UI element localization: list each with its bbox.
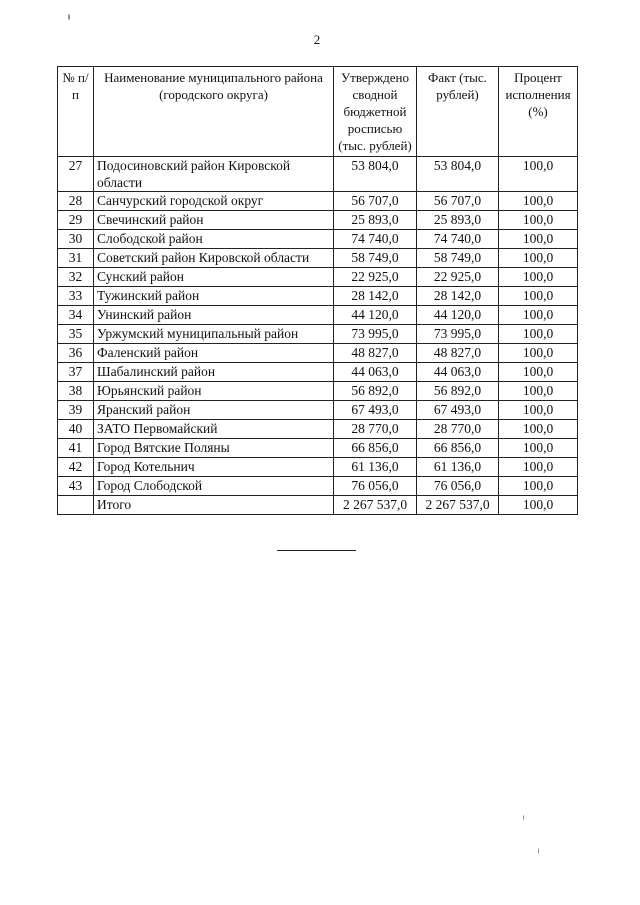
- table-row: [58, 382, 578, 401]
- closing-rule: [277, 550, 356, 551]
- fact-amount: 22 925,0: [417, 268, 499, 287]
- page-number: 2: [313, 32, 321, 47]
- percent-executed: 100,0: [499, 325, 578, 344]
- total-fact: 2 267 537,0: [417, 496, 499, 515]
- approved-amount: 28 770,0: [334, 420, 417, 439]
- table-row: [58, 458, 578, 477]
- header-number: № п/п: [58, 67, 94, 157]
- table-row: [58, 287, 578, 306]
- row-number: 41: [58, 439, 94, 458]
- fact-amount: 28 770,0: [417, 420, 499, 439]
- total-percent: 100,0: [499, 496, 578, 515]
- approved-amount: 22 925,0: [334, 268, 417, 287]
- fact-amount: 61 136,0: [417, 458, 499, 477]
- district-name: Слободской район: [94, 230, 334, 249]
- table-row: [58, 157, 578, 192]
- approved-amount: 76 056,0: [334, 477, 417, 496]
- table-header-row: [58, 67, 578, 157]
- percent-executed: 100,0: [499, 401, 578, 420]
- fact-amount: 73 995,0: [417, 325, 499, 344]
- header-percent: Процент исполнения (%): [499, 67, 578, 157]
- fact-amount: 66 856,0: [417, 439, 499, 458]
- fact-amount: 74 740,0: [417, 230, 499, 249]
- percent-executed: 100,0: [499, 157, 578, 192]
- approved-amount: 66 856,0: [334, 439, 417, 458]
- row-number: 43: [58, 477, 94, 496]
- total-number-cell: [58, 496, 94, 515]
- row-number: 30: [58, 230, 94, 249]
- percent-executed: 100,0: [499, 268, 578, 287]
- percent-executed: 100,0: [499, 420, 578, 439]
- table-row: [58, 420, 578, 439]
- header-fact: Факт (тыс. рублей): [417, 67, 499, 157]
- row-number: 28: [58, 192, 94, 211]
- district-name: Санчурский городской округ: [94, 192, 334, 211]
- scan-speck: [538, 848, 539, 854]
- table-row: [58, 401, 578, 420]
- row-number: 38: [58, 382, 94, 401]
- table-row: [58, 249, 578, 268]
- fact-amount: 48 827,0: [417, 344, 499, 363]
- table-row: [58, 268, 578, 287]
- header-district-name: Наименование муниципального района (городского округа): [94, 67, 334, 157]
- row-number: 42: [58, 458, 94, 477]
- row-number: 34: [58, 306, 94, 325]
- district-name: Сунский район: [94, 268, 334, 287]
- district-name: Яранский район: [94, 401, 334, 420]
- percent-executed: 100,0: [499, 363, 578, 382]
- district-name: Город Слободской: [94, 477, 334, 496]
- percent-executed: 100,0: [499, 249, 578, 268]
- approved-amount: 44 063,0: [334, 363, 417, 382]
- percent-executed: 100,0: [499, 458, 578, 477]
- scan-speck: [523, 815, 524, 820]
- approved-amount: 73 995,0: [334, 325, 417, 344]
- approved-amount: 48 827,0: [334, 344, 417, 363]
- table-row: [58, 325, 578, 344]
- percent-executed: 100,0: [499, 287, 578, 306]
- total-label: Итого: [94, 496, 334, 515]
- fact-amount: 76 056,0: [417, 477, 499, 496]
- district-name: Свечинский район: [94, 211, 334, 230]
- district-name: Советский район Кировской области: [94, 249, 334, 268]
- row-number: 31: [58, 249, 94, 268]
- table-row: [58, 439, 578, 458]
- fact-amount: 53 804,0: [417, 157, 499, 192]
- fact-amount: 25 893,0: [417, 211, 499, 230]
- percent-executed: 100,0: [499, 344, 578, 363]
- budget-execution-table: [57, 66, 578, 515]
- district-name: Фаленский район: [94, 344, 334, 363]
- district-name: Подосиновский район Кировской области: [94, 157, 334, 192]
- district-name: Город Котельнич: [94, 458, 334, 477]
- district-name: ЗАТО Первомайский: [94, 420, 334, 439]
- percent-executed: 100,0: [499, 306, 578, 325]
- table-row: [58, 363, 578, 382]
- fact-amount: 56 892,0: [417, 382, 499, 401]
- header-approved: Утверждено сводной бюджетной росписью (тыс. рублей): [334, 67, 417, 157]
- row-number: 39: [58, 401, 94, 420]
- percent-executed: 100,0: [499, 192, 578, 211]
- fact-amount: 44 120,0: [417, 306, 499, 325]
- percent-executed: 100,0: [499, 439, 578, 458]
- approved-amount: 67 493,0: [334, 401, 417, 420]
- approved-amount: 74 740,0: [334, 230, 417, 249]
- approved-amount: 56 892,0: [334, 382, 417, 401]
- fact-amount: 56 707,0: [417, 192, 499, 211]
- row-number: 35: [58, 325, 94, 344]
- row-number: 40: [58, 420, 94, 439]
- table-row: [58, 211, 578, 230]
- table-row: [58, 230, 578, 249]
- approved-amount: 61 136,0: [334, 458, 417, 477]
- table-row: [58, 192, 578, 211]
- fact-amount: 44 063,0: [417, 363, 499, 382]
- district-name: Юрьянский район: [94, 382, 334, 401]
- table-row: [58, 344, 578, 363]
- approved-amount: 56 707,0: [334, 192, 417, 211]
- percent-executed: 100,0: [499, 230, 578, 249]
- row-number: 27: [58, 157, 94, 192]
- budget-execution-table-container: [57, 66, 578, 515]
- approved-amount: 44 120,0: [334, 306, 417, 325]
- table-total-row: [58, 496, 578, 515]
- fact-amount: 67 493,0: [417, 401, 499, 420]
- row-number: 32: [58, 268, 94, 287]
- district-name: Уржумский муниципальный район: [94, 325, 334, 344]
- table-body: [58, 157, 578, 496]
- scan-speck: [68, 14, 70, 20]
- percent-executed: 100,0: [499, 211, 578, 230]
- approved-amount: 53 804,0: [334, 157, 417, 192]
- district-name: Шабалинский район: [94, 363, 334, 382]
- approved-amount: 58 749,0: [334, 249, 417, 268]
- row-number: 36: [58, 344, 94, 363]
- district-name: Город Вятские Поляны: [94, 439, 334, 458]
- table-row: [58, 477, 578, 496]
- district-name: Тужинский район: [94, 287, 334, 306]
- approved-amount: 28 142,0: [334, 287, 417, 306]
- row-number: 33: [58, 287, 94, 306]
- fact-amount: 58 749,0: [417, 249, 499, 268]
- row-number: 29: [58, 211, 94, 230]
- total-approved: 2 267 537,0: [334, 496, 417, 515]
- percent-executed: 100,0: [499, 477, 578, 496]
- district-name: Унинский район: [94, 306, 334, 325]
- fact-amount: 28 142,0: [417, 287, 499, 306]
- table-row: [58, 306, 578, 325]
- percent-executed: 100,0: [499, 382, 578, 401]
- approved-amount: 25 893,0: [334, 211, 417, 230]
- row-number: 37: [58, 363, 94, 382]
